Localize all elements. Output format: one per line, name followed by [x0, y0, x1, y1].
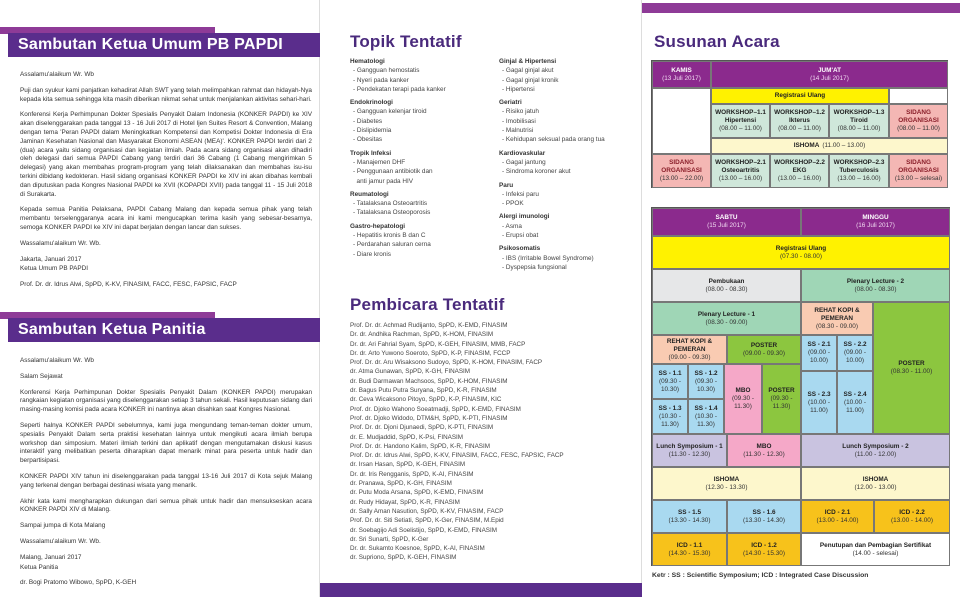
cell-time: (10.30 - 11.30): [658, 412, 682, 428]
poster-minggu: [873, 302, 950, 434]
topic-item: - Dislipidemia: [353, 127, 392, 135]
topic-item: - Obesitas: [353, 136, 383, 144]
topic-item: - Diabetes: [353, 117, 383, 125]
topic-item: - Imobilisasi: [502, 117, 536, 125]
pembukaan: [652, 269, 801, 302]
speaker-item: dr. Irsan Hasan, SpPD, K-GEH, FINASIM: [350, 461, 466, 469]
cell-time: (14.00 - selesai): [852, 549, 899, 557]
speaker-item: Prof. Dr. dr. Siti Setiati, SpPD, K-Ger, FINASIM, M.Epid: [350, 517, 504, 525]
cell-title: ICD - 1.1: [676, 541, 703, 549]
topic-item: - IBS (Irritable Bowel Syndrome): [502, 254, 594, 262]
paragraph: Kepada semua Panitia Pelaksana, PAPDI Cabang Malang dan kepada semua pihak yang telah membantu terselenggaranya acara ini kami mengucapkan terima kasih yang sebesar-besarnya, semoga KONKER PAPDI ke XIV ini dapat berjalan dengan lancar dan sukses.: [20, 206, 312, 231]
topic-item: - Nyeri pada kanker: [353, 76, 409, 84]
speaker-item: Dr. dr. Iris Rengganis, SpPD, K-AI, FINASIM: [350, 470, 474, 478]
topic-heading: Tropik Infeksi: [350, 149, 392, 157]
cell-time: (09.30 - 11.30): [731, 395, 755, 410]
cell-time: (08.30 - 09.00): [816, 322, 858, 330]
cell-title: Plenary Lecture - 2: [846, 277, 905, 285]
topic-item: - Risiko jatuh: [502, 108, 539, 116]
cell-title: WORKSHOP–2.2: [774, 159, 825, 166]
cell-time: (11.00 - 12.00): [854, 450, 897, 458]
paragraph: Puji dan syukur kami panjatkan kehadirat Allah SWT yang telah melimpahkan rahmat dan hidayah-Nya kepada kita semua sehingga kita masih diberikan nikmat sehat untuk menjalankan aktivitas sehari-hari.: [20, 86, 312, 103]
cell-time: (13.30 - 14.30): [743, 516, 785, 524]
cell-time: (13.00 - 14.00): [816, 516, 859, 524]
cell-title: Registrasi Ulang: [775, 244, 827, 252]
ss-2-2: [837, 335, 873, 371]
speaker-item: dr. Supriono, SpPD, K-GEH, FINASIM: [350, 554, 457, 562]
speaker-item: dr. Budi Darmawan Machsoos, SpPD, K-HOM, FINASIM: [350, 377, 508, 385]
panel-welcome: [0, 0, 320, 597]
cell-title: ICD - 1.2: [751, 541, 777, 549]
cell-time: (13.00 – 22.00): [659, 175, 704, 182]
topic-item: - Pendekatan terapi pada kanker: [353, 85, 446, 93]
ss-1-3: [652, 399, 688, 434]
topic-item: - Dyspepsia fungsional: [502, 263, 567, 271]
topic-item: - Erupsi obat: [502, 232, 539, 240]
speaker-list: [350, 321, 564, 563]
signer-name: dr. Bogi Pratomo Wibowo, SpPD, K-GEH: [20, 579, 137, 587]
mbo-1: [724, 364, 762, 434]
cell-time: (09.00 - 10.00): [807, 349, 831, 364]
ss-2-4: [837, 371, 873, 434]
poster-sabtu: [727, 335, 801, 364]
topic-item: - Gagal ginjal kronik: [502, 76, 559, 84]
signer-role: Ketua Umum PB PAPDI: [20, 265, 89, 273]
letter2-body: [20, 357, 312, 595]
plenary-lecture-2: [801, 269, 950, 302]
speaker-item: Dr. dr. Andhika Rachman, SpPD, K-HOM, FINASIM: [350, 331, 494, 339]
cell-title: Lunch Symposium - 2: [842, 442, 909, 450]
topic-heading: Reumatologi: [350, 190, 389, 198]
topic-item: - Hipertensi: [502, 85, 535, 93]
greeting: Assalamu'alaikum Wr. Wb: [20, 357, 94, 364]
cell-title: WORKSHOP–1.3: [833, 109, 885, 116]
schedule-table-2: [651, 207, 950, 566]
topic-heading: Paru: [499, 181, 514, 189]
topic-item: - Hepatitis kronis B dan C: [353, 232, 426, 240]
cell-time: (14.30 - 15.30): [668, 549, 711, 557]
cell-title: REHAT KOPI & PEMERAN: [814, 306, 860, 322]
cell-time: (08.00 – 11.00): [778, 125, 821, 132]
speaker-item: dr. Rudy Hidayat, SpPD, K-R, FINASIM: [350, 498, 460, 506]
cell-time: (13.00 – 16.00): [837, 175, 881, 182]
footer-bar: [320, 583, 642, 597]
cell-title: REHAT KOPI & PEMERAN: [666, 337, 713, 353]
speaker-item: Prof. Dr. dr. Djoni Djunaedi, SpPD, K-PTI, FINASIM: [350, 424, 494, 432]
cell-title: SS - 1.1: [658, 369, 682, 377]
empty-cell: [889, 88, 948, 104]
speakers-title: Pembicara Tentatif: [350, 295, 505, 314]
salutation: Salam Sejawat: [20, 372, 63, 380]
topic-item: - Infeksi paru: [502, 190, 539, 198]
cell-time: (08.30 - 09.00): [705, 318, 748, 326]
topic-heading: Gastro-hepatologi: [350, 222, 406, 230]
cell-time: (08.00 - 08.30): [854, 285, 897, 293]
cell-title: SS - 2.2: [843, 341, 867, 348]
ss-1-1: [652, 364, 688, 399]
speaker-item: Prof. Dr. dr. Handono Kalim, SpPD, K-R, FINASIM: [350, 442, 490, 450]
ss-2-1: [801, 335, 837, 371]
closing: Wassalamu'alaikum Wr. Wb.: [20, 239, 101, 247]
signer-name: Prof. Dr. dr. Idrus Alwi, SpPD, K-KV, FINASIM, FACC, FESC, FAPSIC, FACP: [20, 281, 237, 289]
topic-item: - Manajemen DHF: [353, 158, 406, 166]
speaker-item: dr. Pranawa, SpPD, K-GH, FINASIM: [350, 480, 452, 488]
penutupan: [801, 533, 950, 566]
icd-2-1: [801, 500, 874, 533]
cell-title: WORKSHOP–2.3: [833, 159, 885, 166]
sidang-organisasi-kamis: [652, 154, 711, 188]
cell-title: Osteoartritis: [721, 167, 760, 174]
header-kamis: [652, 61, 711, 88]
empty-cell: [652, 88, 711, 154]
speaker-item: Dr. dr. Sukamto Koesnoe, SpPD, K-AI, FINASIM: [350, 545, 485, 553]
topic-item: - Perdarahan saluran cerna: [353, 241, 431, 249]
cell-time: (13 Juli 2017): [662, 74, 701, 82]
sidang-organisasi-2: [889, 154, 948, 188]
cell-time: (15 Juli 2017): [707, 222, 746, 229]
cell-title: SS - 1.5: [677, 508, 702, 516]
cell-time: (11.30 - 12.30): [743, 450, 785, 458]
speaker-item: dr. Putu Moda Arsana, SpPD, K-EMD, FINASIM: [350, 489, 484, 497]
cell-time: (09.00 - 10.00): [843, 349, 867, 364]
topic-item: - Gagal ginjal akut: [502, 67, 554, 75]
cell-title: Tuberculosis: [839, 167, 879, 174]
registration: [711, 88, 889, 104]
cell-time: (10.30 - 11.30): [694, 412, 718, 428]
rehat-kopi-2: [801, 302, 873, 335]
topic-item: - Gangguan hemostatis: [353, 67, 420, 75]
speaker-item: Prof. Dr. dr. Idrus Alwi, SpPD, K-KV, FINASIM, FACC, FESC, FAPSIC, FACP: [350, 452, 564, 460]
cell-title: Ikterus: [789, 117, 810, 124]
cell-time: (13.00 - 14.00): [891, 516, 933, 524]
topic-heading: Kardiovaskular: [499, 149, 546, 157]
greeting: Assalamu'alaikum Wr. Wb: [20, 71, 94, 78]
cell-time: (13.00 – 16.00): [777, 175, 822, 182]
topic-heading: Ginjal & Hipertensi: [499, 58, 557, 65]
speaker-item: dr. E. Mudjaddid, SpPD, K-Psi, FINASIM: [350, 433, 464, 441]
topic-heading: Alergi imunologi: [499, 213, 550, 221]
ss-1-6: [727, 500, 801, 533]
ishoma-sabtu: [652, 467, 801, 500]
cell-time: (08.00 – 11.00): [719, 125, 762, 132]
workshop-1-2: [770, 104, 829, 138]
cell-title: ISHOMA: [793, 142, 820, 149]
cell-title: Tiroid: [850, 117, 868, 124]
speaker-item: Prof. Dr. dr. Aru Wisaksono Sudoyo, SpPD, K-HOM, FINASIM, FACP: [350, 359, 543, 367]
lunch-symposium-1: [652, 434, 727, 467]
cell-time: (13.00 – selesai): [894, 175, 943, 182]
letter1-body: [20, 71, 312, 297]
topic-item: - Gagal jantung: [502, 158, 546, 166]
workshop-2-3: [829, 154, 889, 188]
cell-title: WORKSHOP–2.1: [715, 159, 766, 166]
cell-title: SIDANG ORGANISASI: [898, 109, 939, 124]
accent-bar: [642, 3, 960, 13]
topic-item: - Sindroma koroner akut: [502, 168, 571, 176]
cell-time: (13.00 – 16.00): [718, 175, 763, 182]
mbo-2: [727, 434, 801, 467]
plenary-lecture-1: [652, 302, 801, 335]
cell-time: (09.00 - 09.30): [743, 349, 785, 357]
workshop-2-2: [770, 154, 829, 188]
cell-title: Pembukaan: [708, 277, 745, 285]
closing: Wassalamu'alaikum Wr. Wb.: [20, 537, 101, 545]
cell-time: (08.00 – 11.00): [837, 125, 881, 132]
cell-time: (09.30 - 10.30): [658, 377, 682, 393]
paragraph: Seperti halnya KONKER PAPDI sebelumnya, kami juga mengundang teman-teman dokter umum, spesialis Penyakit Dalam serta praktisi kesehatan lainnya untuk mengikuti acara ilmiah berupa workshop dan simposium. Materi ilmiah terkini dan aplikatif dengan mengutamakan diskusi kasus interaktif yang melibatkan peserta diharapkan dapat menarik minat para peserta untuk hadir dan berpartisipasi.: [20, 421, 312, 465]
speaker-item: Prof. dr. Djoko Widodo, DTM&H, SpPD, K-PTI, FINASIM: [350, 414, 508, 422]
speaker-item: dr. Bagus Putu Putra Suryana, SpPD, K-R, FINASIM: [350, 387, 497, 395]
ss-1-4: [688, 399, 724, 434]
poster-sabtu-2: [762, 364, 801, 434]
rehat-kopi-1: [652, 335, 727, 364]
cell-title: ICD - 2.2: [899, 508, 925, 516]
cell-title: ISHOMA: [713, 475, 740, 483]
topic-item: - Kehidupan seksual pada orang tua: [502, 136, 605, 144]
cell-title: POSTER: [768, 387, 795, 394]
cell-time: (10.00 - 11.00): [807, 398, 831, 414]
speaker-item: dr. Atma Gunawan, SpPD, K-GH, FINASIM: [350, 368, 471, 376]
cell-title: SIDANG ORGANISASI: [661, 159, 702, 174]
topic-item: - Tatalaksana Osteoartritis: [353, 200, 428, 208]
speaker-item: dr. Soebagijo Adi Soelistijo, SpPD, K-EMD, FINASIM: [350, 526, 497, 534]
cell-time: (16 Juli 2017): [856, 222, 895, 229]
workshop-2-1: [711, 154, 770, 188]
cell-title: SABTU: [715, 214, 738, 221]
cell-title: SS - 2.1: [807, 341, 831, 348]
header-sabtu: [652, 208, 801, 236]
speaker-item: Dr. dr. Arto Yuwono Soeroto, SpPD, K-P, FINASIM, FCCP: [350, 349, 511, 357]
cell-title: Plenary Lecture - 1: [697, 310, 756, 318]
speaker-item: Prof. dr. Djoko Wahono Soeatmadji, SpPD, K-EMD, FINASIM: [350, 405, 521, 413]
topics-title: Topik Tentatif: [350, 32, 462, 51]
cell-time: (10.00 - 11.00): [843, 398, 867, 414]
cell-title: SS - 2.3: [807, 390, 831, 398]
place-date: Jakarta, Januari 2017: [20, 255, 82, 263]
cell-time: (11.00 – 13.00): [822, 142, 866, 149]
cell-title: ICD - 2.1: [824, 508, 851, 516]
topic-item: - Tatalaksana Osteoporosis: [353, 209, 431, 217]
cell-time: (13.30 - 14.30): [668, 516, 711, 524]
paragraph: KONKER PAPDI XIV tahun ini diselenggarakan pada tanggal 13-16 Juli 2017 di Kota sejuk Malang yang terkenal dengan berbagai destinasi wisata yang menarik.: [20, 472, 312, 489]
cell-time: (09.30 - 10.30): [694, 377, 718, 393]
cell-title: WORKSHOP–1.2: [774, 109, 825, 116]
topics-left: [350, 57, 446, 259]
see-you: Sampai jumpa di Kota Malang: [20, 522, 106, 530]
speaker-item: Dr. dr. Ari Fahrial Syam, SpPD, K-GEH, FINASIM, MMB, FACP: [350, 340, 526, 348]
icd-2-2: [874, 500, 950, 533]
topic-heading: Psikosomatis: [499, 245, 541, 253]
cell-title: SS - 2.4: [843, 390, 867, 398]
lunch-symposium-2: [801, 434, 950, 467]
cell-title: JUM'AT: [817, 66, 842, 74]
cell-time: (11.30 - 12.30): [668, 450, 711, 458]
cell-title: MBO: [735, 387, 751, 394]
cell-title: EKG: [792, 167, 807, 174]
header-minggu: [801, 208, 950, 236]
icd-1-2: [727, 533, 801, 566]
schedule-title: Susunan Acara: [654, 32, 780, 51]
cell-time: (08.00 – 11.00): [897, 125, 940, 132]
cell-title: SS - 1.3: [658, 404, 682, 412]
cell-title: KAMIS: [671, 66, 692, 74]
cell-time: (14.30 - 15.30): [743, 549, 785, 557]
workshop-1-3: [829, 104, 889, 138]
paragraph: Akhir kata kami mengharapkan dukungan dari semua pihak untuk hadir dan mensukseskan acara KONKER PAPDI XIV di Malang.: [20, 497, 312, 514]
topic-heading: Endokrinologi: [350, 99, 393, 107]
ishoma: [711, 138, 948, 154]
cell-time: (07.30 - 08.00): [780, 252, 822, 260]
letter2-title: Sambutan Ketua Panitia: [8, 318, 320, 342]
schedule-legend: Ketr : SS : Scientific Symposium; ICD : Integrated Case Discussion: [652, 572, 869, 579]
speaker-item: dr. Sri Sunarti, SpPD, K-Ger: [350, 535, 429, 543]
topics-right: [499, 57, 605, 272]
cell-title: Registrasi Ulang: [774, 92, 826, 99]
cell-title: MINGGU: [862, 214, 889, 221]
cell-time: (14 Juli 2017): [810, 74, 849, 82]
cell-title: Hipertensi: [724, 117, 757, 124]
cell-time: (12.30 - 13.30): [705, 483, 748, 491]
cell-time: (08.30 - 11.00): [890, 368, 933, 375]
schedule-table-1: [651, 60, 948, 188]
topic-heading: Geriatri: [499, 99, 522, 107]
ishoma-minggu: [801, 467, 950, 500]
letter1-title: Sambutan Ketua Umum PB PAPDI: [8, 33, 320, 57]
cell-time: (12.00 - 13.00): [854, 483, 897, 491]
cell-title: POSTER: [750, 341, 778, 349]
cell-time: (08.00 - 08.30): [705, 285, 748, 293]
registration: [652, 236, 950, 269]
cell-title: Lunch Symposium - 1: [656, 442, 723, 450]
paragraph: Konferensi Kerja Perhimpunan Dokter Spesialis Penyakit Dalam (KONKER PAPDI) merupakan rangkaian kegiatan organisasi yang diselenggarakan setiap 3 tahun sekali. Hasil keputusan sidang dari masing-masing komisi pada acara KONKER ini nantinya akan disahkan saat Kongres Nasional.: [20, 388, 312, 414]
place-date: Malang, Januari 2017: [20, 553, 82, 561]
cell-title: SS - 1.2: [694, 369, 718, 377]
icd-1-1: [652, 533, 727, 566]
topic-item: anti jamur pada HIV: [353, 177, 414, 185]
cell-title: Penutupan dan Pembagian Sertifikat: [819, 541, 932, 549]
topic-item: - Gangguan kelenjar tiroid: [353, 108, 427, 116]
cell-title: WORKSHOP–1.1: [715, 109, 766, 116]
ss-1-2: [688, 364, 724, 399]
topic-item: - Diare kronis: [353, 250, 391, 258]
sidang-organisasi: [889, 104, 948, 138]
cell-title: SS - 1.6: [752, 508, 776, 516]
topic-item: - Asma: [502, 222, 522, 230]
cell-time: (09.00 - 09.30): [668, 353, 711, 361]
speaker-item: Prof. Dr. dr. Achmad Rudijanto, SpPD, K-EMD, FINASIM: [350, 322, 508, 329]
paragraph: Konferensi Kerja Perhimpunan Dokter Spesialis Penyakit Dalam Indonesia (KONKER PAPDI) ke XIV akan diselenggarakan pada tanggal 13 - 16 Juli 2017 di Hotel Ijen Suites Resort & Convention, Malang dengan tema 'Peran PAPDI dalam Meningkatkan Kompetensi dan Kompetisi Dokter Indonesia di Era Jaminan Kesehatan Nasional dan Masyarakat Ekonomi ASEAN (MEA)'. KONKER PAPDI terdiri dari 2 (dua) acara yaitu sidang organisasi dan kegiatan ilmiah. Pada acara sidang organisasi akan dihadiri oleh delegasi dari semua PAPDI Cabang yang terdiri dari 36 Cabang (1 Cabang mengirimkan 5 delegasi) yang akan membahas program-program yang telah dilaksanakan dan membahas isu-isu terkini dibidang kedokteran. Hasil sidang organisasi KONKER PAPDI ke XIV ini akan dibahas kembali dan diputuskan pada Kongres Nasional PAPDI ke XVII (KOPAPDI XVII) pada tanggal 11 - 15 Juli 2018 di Surakarta.: [20, 111, 312, 198]
topic-item: - Malnutrisi: [502, 127, 534, 135]
cell-title: ISHOMA: [862, 475, 889, 483]
signer-role: Ketua Panitia: [20, 563, 59, 571]
speaker-item: dr. Sally Aman Nasution, SpPD, K-KV, FINASIM, FACP: [350, 507, 504, 515]
cell-title: SS - 1.4: [694, 404, 718, 412]
ss-2-3: [801, 371, 837, 434]
topic-heading: Hematologi: [350, 58, 385, 65]
ss-1-5: [652, 500, 727, 533]
topic-item: - Penggunaan antibiotik dan: [353, 168, 433, 176]
topic-item: - PPOK: [502, 200, 524, 208]
speaker-item: dr. Ceva Wicaksono Pitoyo, SpPD, K-P, FINASIM, KIC: [350, 396, 502, 404]
cell-title: POSTER: [898, 360, 925, 367]
cell-title: MBO: [756, 442, 772, 450]
cell-time: (09.30 - 11.30): [770, 395, 793, 410]
cell-title: SIDANG ORGANISASI: [898, 159, 939, 174]
header-jumat: [711, 61, 948, 88]
workshop-1-1: [711, 104, 770, 138]
